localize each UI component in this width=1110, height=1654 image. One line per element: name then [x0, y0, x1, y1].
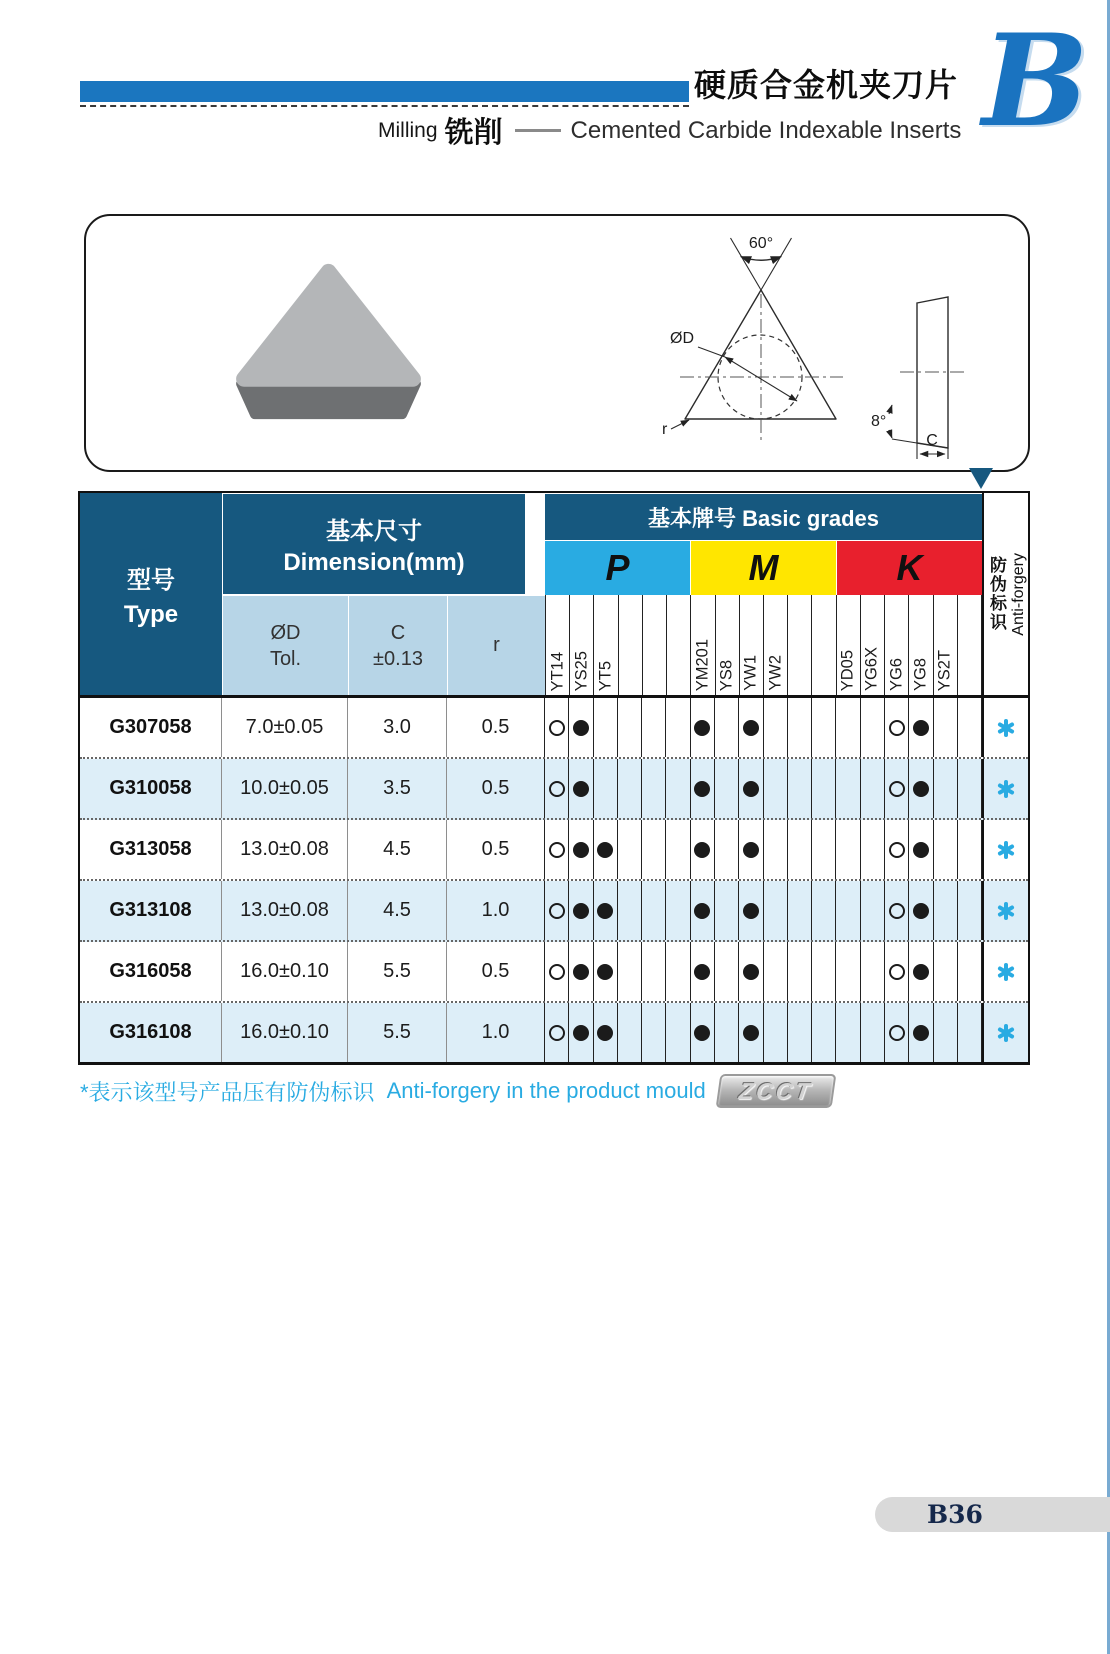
grade-mark-cell [666, 759, 690, 818]
anti-forgery-header-cn: 防伪标识 [987, 556, 1006, 632]
grade-mark-cell [812, 820, 836, 879]
open-dot-icon [549, 903, 565, 919]
grade-mark-cell [836, 881, 860, 940]
filled-dot-icon [573, 903, 589, 919]
grade-column-label: YS2T [934, 595, 958, 695]
grade-mark-cell [715, 1003, 739, 1062]
filled-dot-icon [743, 781, 759, 797]
grade-mark-cell [691, 881, 715, 940]
brand-b-logo: B [982, 7, 1089, 155]
grade-marks [545, 698, 982, 757]
grade-mark-cell [545, 820, 569, 879]
c-cell: 4.5 [348, 881, 447, 940]
grade-mark-cell [739, 820, 763, 879]
c-cell: 3.0 [348, 698, 447, 757]
r-cell: 0.5 [447, 698, 545, 757]
grade-mark-cell [715, 759, 739, 818]
grade-mark-cell [764, 698, 788, 757]
grade-mark-cell [836, 942, 860, 1001]
filled-dot-icon [694, 903, 710, 919]
thickness-label: C [926, 432, 938, 449]
diameter-label: ØD [670, 330, 694, 347]
grade-mark-cell [594, 1003, 618, 1062]
open-dot-icon [889, 720, 905, 736]
grade-mark-cell [666, 820, 690, 879]
open-dot-icon [549, 964, 565, 980]
footnote-text-en: Anti-forgery in the product mould [386, 1078, 706, 1103]
grade-column-label [619, 595, 643, 695]
grade-mark-cell [764, 820, 788, 879]
grade-mark-cell [812, 942, 836, 1001]
c-cell: 5.5 [348, 1003, 447, 1062]
grade-mark-cell [715, 698, 739, 757]
grade-column-label [643, 595, 667, 695]
grade-mark-cell [545, 1003, 569, 1062]
filled-dot-icon [694, 964, 710, 980]
grade-labels-row [545, 595, 982, 695]
filled-dot-icon [743, 842, 759, 858]
grade-mark-cell [909, 1003, 933, 1062]
grade-mark-cell [642, 820, 666, 879]
grade-mark-cell [594, 820, 618, 879]
grade-column-label: YG6X [861, 595, 885, 695]
filled-dot-icon [573, 720, 589, 736]
grade-mark-cell [569, 942, 593, 1001]
product-table [78, 491, 1030, 1065]
grade-column-label: YW2 [764, 595, 788, 695]
radius-label: r [662, 421, 668, 438]
grade-mark-cell [642, 1003, 666, 1062]
type-column-header [80, 493, 222, 695]
anti-forgery-cell [982, 881, 1028, 940]
angle-60-label: 60° [748, 235, 774, 252]
grade-column-label: YS8 [716, 595, 740, 695]
od-cell: 13.0±0.08 [222, 881, 348, 940]
grade-mark-cell [934, 698, 958, 757]
grade-mark-cell [594, 698, 618, 757]
grade-mark-cell [885, 942, 909, 1001]
subtitle-dash [515, 129, 561, 132]
grade-column-label: YW1 [740, 595, 764, 695]
grade-mark-cell [666, 1003, 690, 1062]
type-header-cn: 型号 [127, 566, 175, 594]
grade-mark-cell [691, 1003, 715, 1062]
filled-dot-icon [913, 781, 929, 797]
grade-mark-cell [934, 1003, 958, 1062]
footnote-text-cn: *表示该型号产品压有防伪标识 [80, 1079, 375, 1105]
grade-mark-cell [691, 942, 715, 1001]
open-dot-icon [549, 1025, 565, 1041]
filled-dot-icon [597, 903, 613, 919]
anti-forgery-cell [982, 1003, 1028, 1062]
angle-8-label: 8° [871, 413, 887, 430]
grade-mark-cell [934, 820, 958, 879]
filled-dot-icon [743, 964, 759, 980]
type-cell: G316058 [80, 942, 222, 1001]
grade-mark-cell [569, 698, 593, 757]
grade-mark-cell [739, 698, 763, 757]
filled-dot-icon [597, 842, 613, 858]
grade-mark-cell [764, 881, 788, 940]
od-cell: 10.0±0.05 [222, 759, 348, 818]
type-header-en: Type [123, 600, 179, 628]
table-row [80, 820, 1028, 881]
header-blue-bar [80, 81, 689, 102]
grade-mark-cell [666, 698, 690, 757]
page-subtitle [378, 110, 961, 151]
grade-mark-cell [885, 820, 909, 879]
r-cell: 1.0 [447, 1003, 545, 1062]
od-symbol: ØD [270, 621, 301, 644]
grade-mark-cell [691, 698, 715, 757]
od-subheader [223, 596, 348, 695]
table-header [80, 493, 1028, 698]
r-cell: 0.5 [447, 759, 545, 818]
grade-mark-cell [861, 881, 885, 940]
type-cell: G316108 [80, 1003, 222, 1062]
filled-dot-icon [597, 1025, 613, 1041]
footnote [80, 1074, 834, 1108]
grade-column-label: YG6 [885, 595, 909, 695]
grade-band-k: K [837, 541, 982, 595]
anti-forgery-header [982, 493, 1028, 695]
filled-dot-icon [743, 903, 759, 919]
filled-dot-icon [913, 720, 929, 736]
grade-mark-cell [739, 942, 763, 1001]
grade-mark-cell [861, 1003, 885, 1062]
grade-mark-cell [545, 759, 569, 818]
filled-dot-icon [743, 720, 759, 736]
grade-mark-cell [861, 820, 885, 879]
technical-drawing [640, 230, 970, 465]
anti-forgery-star-icon [996, 840, 1016, 860]
open-dot-icon [889, 964, 905, 980]
grade-mark-cell [715, 820, 739, 879]
filled-dot-icon [573, 781, 589, 797]
grade-mark-cell [739, 759, 763, 818]
open-dot-icon [889, 781, 905, 797]
filled-dot-icon [694, 781, 710, 797]
grades-header: 基本牌号 Basic grades [545, 494, 982, 540]
grade-mark-cell [958, 820, 982, 879]
grade-mark-cell [691, 759, 715, 818]
grade-mark-cell [569, 759, 593, 818]
grade-mark-cell [764, 759, 788, 818]
anti-forgery-header-en: Anti-forgery [1010, 552, 1027, 636]
anti-forgery-star-icon [996, 718, 1016, 738]
grade-mark-cell [739, 1003, 763, 1062]
c-tol: ±0.13 [373, 647, 423, 670]
grade-mark-cell [618, 942, 642, 1001]
grade-mark-cell [788, 820, 812, 879]
grade-mark-cell [909, 759, 933, 818]
grade-mark-cell [861, 759, 885, 818]
grade-mark-cell [934, 881, 958, 940]
zcct-logo [715, 1074, 836, 1108]
grade-mark-cell [788, 942, 812, 1001]
filled-dot-icon [694, 720, 710, 736]
grade-mark-cell [836, 698, 860, 757]
grade-mark-cell [715, 881, 739, 940]
grade-mark-cell [764, 942, 788, 1001]
grade-mark-cell [666, 881, 690, 940]
page-footer-bar [875, 1497, 1110, 1532]
dimension-header-en: Dimension(mm) [283, 549, 465, 576]
grade-mark-cell [666, 942, 690, 1001]
grade-marks [545, 942, 982, 1001]
anti-forgery-star-icon [996, 901, 1016, 921]
table-row [80, 1003, 1028, 1062]
grade-mark-cell [812, 698, 836, 757]
table-row [80, 881, 1028, 942]
filled-dot-icon [573, 964, 589, 980]
subtitle-milling-cn: 铣削 [444, 117, 503, 149]
c-subheader [349, 596, 447, 695]
anti-forgery-cell [982, 698, 1028, 757]
anti-forgery-star-icon [996, 779, 1016, 799]
od-cell: 13.0±0.08 [222, 820, 348, 879]
grade-mark-cell [812, 1003, 836, 1062]
table-row [80, 942, 1028, 1003]
grade-column-label [667, 595, 691, 695]
subtitle-milling-en: Milling [378, 118, 438, 142]
open-dot-icon [549, 720, 565, 736]
header-dashed-line [80, 105, 689, 107]
open-dot-icon [549, 781, 565, 797]
grade-mark-cell [691, 820, 715, 879]
grade-mark-cell [545, 942, 569, 1001]
grade-mark-cell [618, 820, 642, 879]
grade-column-label: YM201 [691, 595, 715, 695]
grade-mark-cell [812, 881, 836, 940]
type-cell: G310058 [80, 759, 222, 818]
dimension-header [223, 494, 525, 594]
grade-mark-cell [958, 759, 982, 818]
table-row [80, 759, 1028, 820]
page-title-cn: 硬质合金机夹刀片 [694, 67, 959, 103]
grade-mark-cell [739, 881, 763, 940]
c-cell: 5.5 [348, 942, 447, 1001]
od-cell: 7.0±0.05 [222, 698, 348, 757]
grade-mark-cell [909, 942, 933, 1001]
filled-dot-icon [913, 964, 929, 980]
grade-mark-cell [642, 698, 666, 757]
filled-dot-icon [913, 903, 929, 919]
filled-dot-icon [913, 842, 929, 858]
grade-mark-cell [545, 881, 569, 940]
type-cell: G313108 [80, 881, 222, 940]
grade-column-label: YS25 [570, 595, 594, 695]
c-symbol: C [390, 621, 406, 644]
grade-mark-cell [618, 881, 642, 940]
r-cell: 0.5 [447, 942, 545, 1001]
anti-forgery-cell [982, 820, 1028, 879]
grade-column-label: YT14 [546, 595, 570, 695]
open-dot-icon [889, 903, 905, 919]
od-cell: 16.0±0.10 [222, 1003, 348, 1062]
grade-marks [545, 881, 982, 940]
grade-mark-cell [764, 1003, 788, 1062]
filled-dot-icon [573, 842, 589, 858]
grade-mark-cell [885, 1003, 909, 1062]
filled-dot-icon [597, 964, 613, 980]
od-tol: Tol. [269, 647, 302, 670]
grade-mark-cell [715, 942, 739, 1001]
grade-mark-cell [618, 698, 642, 757]
grade-mark-cell [909, 820, 933, 879]
page-number: B36 [927, 1500, 983, 1529]
open-dot-icon [889, 1025, 905, 1041]
grade-mark-cell [618, 1003, 642, 1062]
type-cell: G313058 [80, 820, 222, 879]
grade-mark-cell [836, 1003, 860, 1062]
grade-mark-cell [861, 698, 885, 757]
anti-forgery-cell [982, 759, 1028, 818]
r-subheader: r [448, 596, 545, 695]
r-cell: 0.5 [447, 820, 545, 879]
grade-mark-cell [934, 759, 958, 818]
grade-band-p: P [545, 541, 690, 595]
grade-marks [545, 1003, 982, 1062]
section-marker-triangle-icon [969, 468, 993, 489]
filled-dot-icon [743, 1025, 759, 1041]
grade-mark-cell [958, 698, 982, 757]
grade-mark-cell [958, 1003, 982, 1062]
filled-dot-icon [913, 1025, 929, 1041]
grade-mark-cell [958, 942, 982, 1001]
grade-mark-cell [594, 942, 618, 1001]
grade-mark-cell [618, 759, 642, 818]
grade-mark-cell [594, 759, 618, 818]
grade-mark-cell [569, 881, 593, 940]
grade-mark-cell [788, 698, 812, 757]
grade-mark-cell [885, 698, 909, 757]
grade-marks [545, 820, 982, 879]
grade-mark-cell [594, 881, 618, 940]
grade-mark-cell [909, 881, 933, 940]
grade-column-label: YD05 [837, 595, 861, 695]
insert-photo [225, 256, 432, 428]
grade-mark-cell [788, 1003, 812, 1062]
type-cell: G307058 [80, 698, 222, 757]
grade-mark-cell [642, 942, 666, 1001]
r-cell: 1.0 [447, 881, 545, 940]
grade-mark-cell [788, 881, 812, 940]
c-cell: 3.5 [348, 759, 447, 818]
c-cell: 4.5 [348, 820, 447, 879]
grade-marks [545, 759, 982, 818]
subtitle-en: Cemented Carbide Indexable Inserts [570, 116, 962, 144]
anti-forgery-star-icon [996, 1023, 1016, 1043]
filled-dot-icon [694, 1025, 710, 1041]
grade-mark-cell [642, 881, 666, 940]
filled-dot-icon [573, 1025, 589, 1041]
grade-column-label [788, 595, 812, 695]
table-body [80, 698, 1028, 1062]
grade-mark-cell [836, 820, 860, 879]
grade-mark-cell [569, 820, 593, 879]
grade-mark-cell [788, 759, 812, 818]
grade-column-label: YT5 [594, 595, 618, 695]
grade-column-label [958, 595, 982, 695]
zcct-logo-text: ZCCT [737, 1077, 815, 1104]
grade-mark-cell [861, 942, 885, 1001]
grade-mark-cell [642, 759, 666, 818]
dimension-header-cn: 基本尺寸 [326, 518, 422, 545]
grade-mark-cell [569, 1003, 593, 1062]
grade-band-m: M [691, 541, 836, 595]
grade-column-label: YG8 [909, 595, 933, 695]
grade-mark-cell [545, 698, 569, 757]
anti-forgery-star-icon [996, 962, 1016, 982]
grade-mark-cell [909, 698, 933, 757]
grade-mark-cell [885, 881, 909, 940]
table-row [80, 698, 1028, 759]
open-dot-icon [889, 842, 905, 858]
anti-forgery-cell [982, 942, 1028, 1001]
grade-mark-cell [812, 759, 836, 818]
grade-mark-cell [836, 759, 860, 818]
filled-dot-icon [694, 842, 710, 858]
open-dot-icon [549, 842, 565, 858]
grade-mark-cell [934, 942, 958, 1001]
grade-mark-cell [958, 881, 982, 940]
od-cell: 16.0±0.10 [222, 942, 348, 1001]
grade-column-label [812, 595, 836, 695]
grade-mark-cell [885, 759, 909, 818]
